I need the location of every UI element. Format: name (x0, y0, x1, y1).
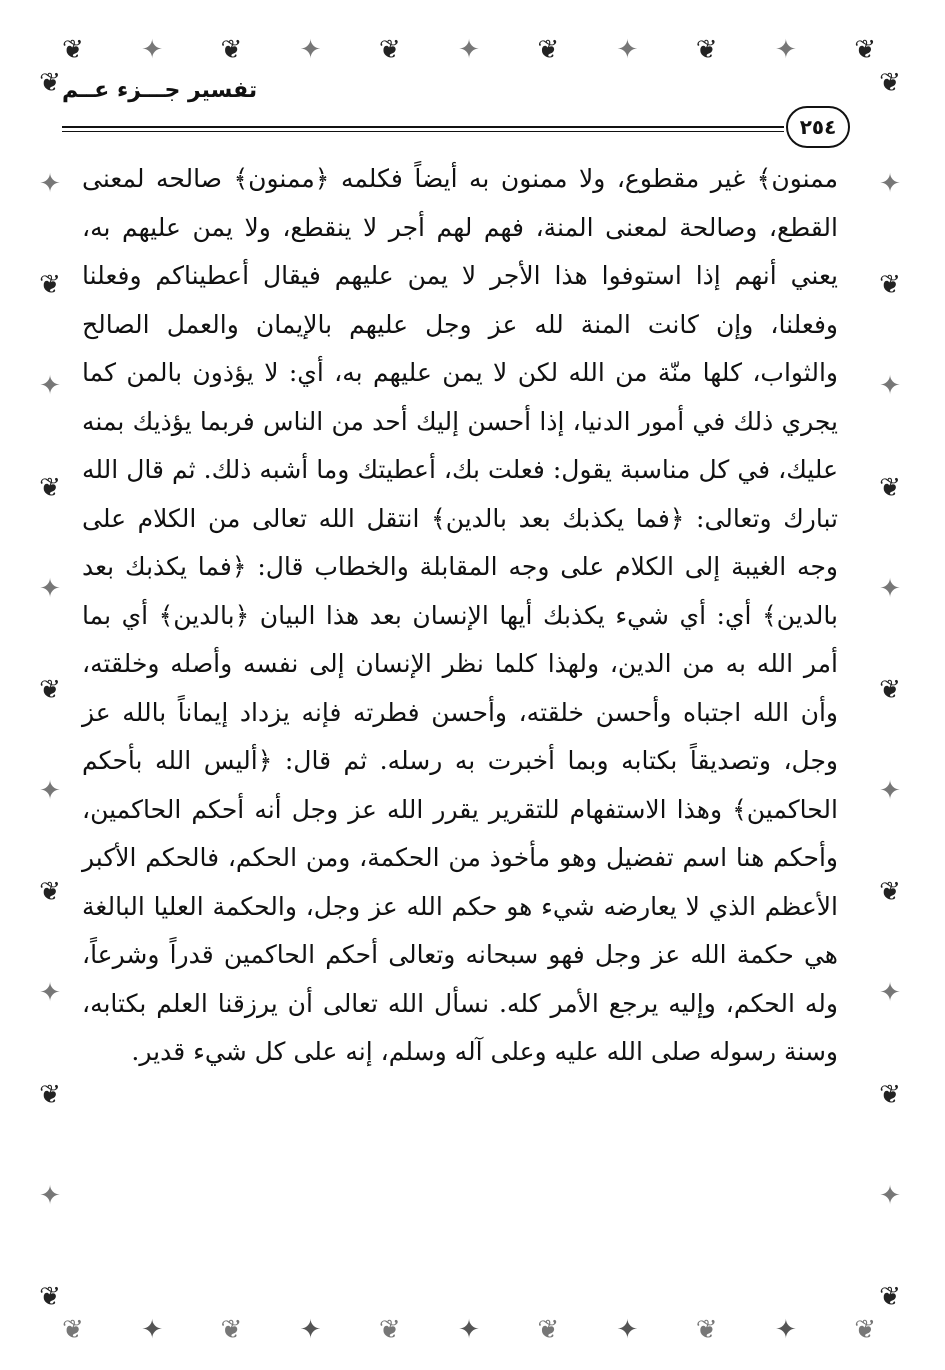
running-title: تفسير جـــزء عــم (62, 78, 258, 103)
floral-ornament-icon: ❦ (695, 35, 720, 65)
floral-ornament-icon: ✦ (774, 1315, 799, 1345)
floral-ornament-icon: ❦ (537, 1315, 562, 1345)
page-body (82, 155, 838, 1077)
floral-ornament-icon: ❦ (62, 1315, 86, 1345)
floral-ornament-icon: ❦ (879, 1079, 901, 1110)
floral-ornament-icon: ❦ (220, 35, 245, 65)
floral-ornament-icon: ✦ (39, 371, 61, 402)
floral-ornament-icon: ❦ (39, 1079, 61, 1110)
page-header (62, 58, 850, 138)
floral-ornament-icon: ❦ (695, 1315, 720, 1345)
floral-ornament-icon: ❦ (220, 1315, 245, 1345)
floral-ornament-icon: ❦ (39, 68, 61, 98)
floral-ornament-icon: ✦ (141, 1315, 166, 1345)
floral-ornament-icon: ❦ (879, 674, 901, 705)
floral-ornament-icon: ❦ (879, 472, 901, 503)
floral-ornament-icon: ❦ (39, 270, 61, 301)
right-ornament-column (872, 70, 908, 1310)
floral-ornament-icon: ✦ (879, 371, 901, 402)
floral-ornament-icon: ❦ (39, 472, 61, 503)
floral-ornament-icon: ❦ (62, 35, 86, 65)
floral-ornament-icon: ✦ (299, 1315, 324, 1345)
floral-ornament-icon: ❦ (378, 35, 403, 65)
floral-ornament-icon: ❦ (537, 35, 562, 65)
floral-ornament-icon: ❦ (879, 68, 901, 98)
floral-ornament-icon: ✦ (879, 1180, 901, 1211)
floral-ornament-icon: ❦ (854, 35, 878, 65)
floral-ornament-icon: ✦ (141, 35, 166, 65)
body-paragraph: ممنون﴾ غير مقطوع، ولا ممنون به أيضاً فكلمه ﴿ممنون﴾ صالحه لمعنى القطع، وصالحة لمعنى المنة، فهم لهم أجر لا ينقطع، ولا يمن عليهم به، يعني أنهم إذا استوفوا هذا الأجر لا يمن عليهم فيقال أعطيناكم وفعلنا وفعلنا، وإن كانت المنة لله عز وجل عليهم بالإيمان والعمل الصالح والثواب، كلها منّة من الله لكن لا يمن عليهم به، أي: لا يؤذون بالمن كما يجري ذلك في أمور الدنيا، إذا أحسن إليك أحد من الناس فربما يؤذيك بمنه عليك، في كل مناسبة يقول: فعلت بك، أعطيتك وما أشبه ذلك. ثم قال الله تبارك وتعالى: ﴿فما يكذبك بعد بالدين﴾ انتقل الله تعالى من الكلام على وجه الغيبة إلى الكلام على وجه المقابلة والخطاب قال: ﴿فما يكذبك بعد بالدين﴾ أي: أي شيء يكذبك أيها الإنسان بعد هذا البيان ﴿بالدين﴾ أي بما أمر الله به من الدين، ولهذا كلما نظر الإنسان إلى نفسه وأصله وخلقته، وأن الله اجتباه وأحسن خلقته، وأحسن فطرته فإنه يزداد إيماناً بالله عز وجل، وتصديقاً بكتابه وبما أخبرت به رسله. ثم قال: ﴿أليس الله بأحكم الحاكمين﴾ وهذا الاستفهام للتقرير يقرر الله عز وجل أنه أحكم الحاكمين، وأحكم هنا اسم تفضيل وهو مأخوذ من الحكمة، ومن الحكم، فالحكم الأكبر الأعظم الذي لا يعارضه شيء هو حكم الله عز وجل، والحكمة العليا البالغة هي حكمة الله عز وجل فهو سبحانه وتعالى أحكم الحاكمين قدراً وشرعاً، وله الحكم، وإليه يرجع الأمر كله. نسأل الله تعالى أن يرزقنا العلم بكتابه، وسنة رسوله صلى الله عليه وعلى آله وسلم، إنه على كل شيء قدير. (82, 164, 839, 1066)
floral-ornament-icon: ✦ (879, 573, 901, 604)
left-ornament-column (32, 70, 68, 1310)
floral-ornament-icon: ❦ (879, 270, 901, 301)
floral-ornament-icon: ❦ (39, 1281, 61, 1312)
floral-ornament-icon: ❦ (879, 1281, 901, 1312)
bottom-ornament-row (62, 1310, 878, 1350)
floral-ornament-icon: ✦ (39, 776, 61, 807)
floral-ornament-icon: ❦ (39, 674, 61, 705)
header-rule (62, 126, 784, 128)
floral-ornament-icon: ❦ (378, 1315, 403, 1345)
page-number: ٢٥٤ (786, 106, 850, 148)
floral-ornament-icon: ✦ (458, 1315, 482, 1345)
floral-ornament-icon: ✦ (39, 978, 61, 1009)
floral-ornament-icon: ✦ (39, 1180, 61, 1211)
floral-ornament-icon: ❦ (39, 877, 61, 908)
floral-ornament-icon: ✦ (39, 573, 61, 604)
floral-ornament-icon: ✦ (39, 169, 61, 200)
floral-ornament-icon: ✦ (879, 169, 901, 200)
header-rule-thin (62, 131, 784, 132)
floral-ornament-icon: ❦ (854, 1315, 878, 1345)
floral-ornament-icon: ✦ (879, 978, 901, 1009)
floral-ornament-icon: ❦ (879, 877, 901, 908)
floral-ornament-icon: ✦ (458, 35, 482, 65)
floral-ornament-icon: ✦ (774, 35, 799, 65)
floral-ornament-icon: ✦ (616, 1315, 641, 1345)
floral-ornament-icon: ✦ (299, 35, 324, 65)
floral-ornament-icon: ✦ (616, 35, 641, 65)
floral-ornament-icon: ✦ (879, 776, 901, 807)
